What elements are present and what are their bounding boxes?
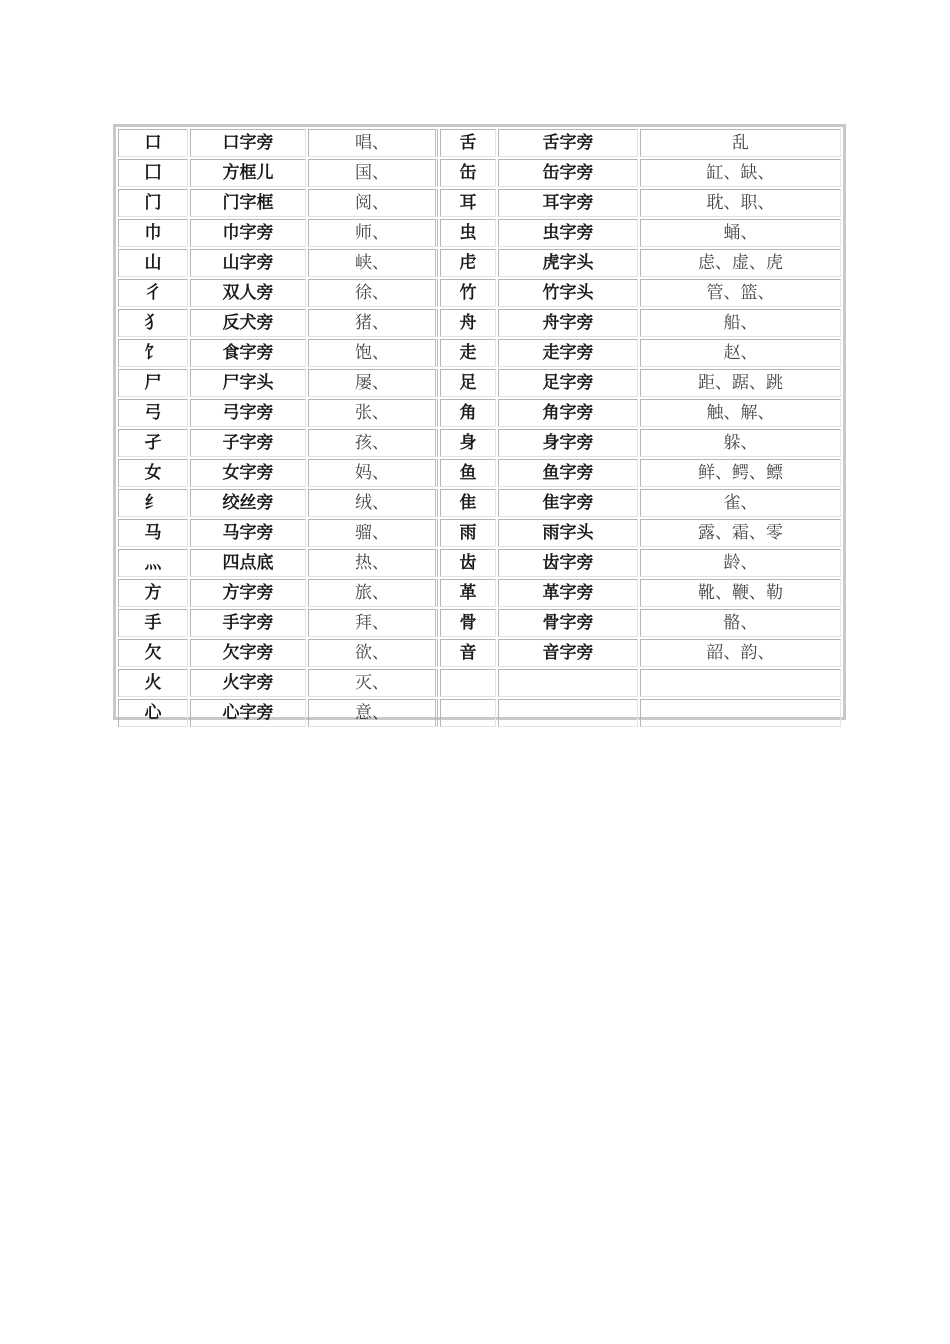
left-name-cell: 欠字旁 xyxy=(190,639,306,667)
right-examples-cell: 触、解、 xyxy=(640,399,841,427)
right-radical-cell: 耳 xyxy=(440,189,496,217)
table-row xyxy=(118,519,841,547)
table-row xyxy=(118,189,841,217)
table-row xyxy=(118,429,841,457)
left-radical-cell: 方 xyxy=(118,579,188,607)
right-name-cell: 足字旁 xyxy=(498,369,638,397)
right-name-cell: 走字旁 xyxy=(498,339,638,367)
radical-table xyxy=(113,124,846,723)
right-radical-cell: 齿 xyxy=(440,549,496,577)
right-examples-cell: 缸、缺、 xyxy=(640,159,841,187)
left-name-cell: 四点底 xyxy=(190,549,306,577)
left-name-cell: 反犬旁 xyxy=(190,309,306,337)
left-name-cell: 门字框 xyxy=(190,189,306,217)
right-name-cell: 革字旁 xyxy=(498,579,638,607)
left-examples-cell: 饱、 xyxy=(308,339,438,367)
radical-table-grid xyxy=(116,127,843,729)
left-examples-cell: 欲、 xyxy=(308,639,438,667)
right-name-cell: 耳字旁 xyxy=(498,189,638,217)
right-examples-cell: 管、篮、 xyxy=(640,279,841,307)
right-name-cell: 隹字旁 xyxy=(498,489,638,517)
left-name-cell: 尸字头 xyxy=(190,369,306,397)
left-name-cell: 弓字旁 xyxy=(190,399,306,427)
left-radical-cell: 尸 xyxy=(118,369,188,397)
right-name-cell: 虫字旁 xyxy=(498,219,638,247)
right-radical-cell: 角 xyxy=(440,399,496,427)
table-row xyxy=(118,549,841,577)
right-examples-cell: 鲜、鳄、鳔 xyxy=(640,459,841,487)
table-row xyxy=(118,219,841,247)
right-examples-cell: 靴、鞭、勒 xyxy=(640,579,841,607)
right-radical-cell xyxy=(440,669,496,697)
right-radical-cell: 走 xyxy=(440,339,496,367)
left-radical-cell: 欠 xyxy=(118,639,188,667)
left-radical-cell: 彳 xyxy=(118,279,188,307)
right-examples-cell: 韶、韵、 xyxy=(640,639,841,667)
table-row xyxy=(118,159,841,187)
left-name-cell: 口字旁 xyxy=(190,129,306,157)
left-examples-cell: 峡、 xyxy=(308,249,438,277)
left-radical-cell: 心 xyxy=(118,699,188,727)
left-examples-cell: 国、 xyxy=(308,159,438,187)
left-radical-cell: 孑 xyxy=(118,429,188,457)
left-name-cell: 方字旁 xyxy=(190,579,306,607)
right-radical-cell: 鱼 xyxy=(440,459,496,487)
right-examples-cell: 虑、虚、虎 xyxy=(640,249,841,277)
left-radical-cell: 纟 xyxy=(118,489,188,517)
right-name-cell: 雨字头 xyxy=(498,519,638,547)
left-examples-cell: 骝、 xyxy=(308,519,438,547)
left-name-cell: 食字旁 xyxy=(190,339,306,367)
left-name-cell: 子字旁 xyxy=(190,429,306,457)
right-radical-cell: 足 xyxy=(440,369,496,397)
right-examples-cell: 船、 xyxy=(640,309,841,337)
right-radical-cell: 骨 xyxy=(440,609,496,637)
table-row xyxy=(118,669,841,697)
table-row xyxy=(118,459,841,487)
left-examples-cell: 热、 xyxy=(308,549,438,577)
left-radical-cell: 女 xyxy=(118,459,188,487)
right-radical-cell: 雨 xyxy=(440,519,496,547)
left-radical-cell: 灬 xyxy=(118,549,188,577)
left-name-cell: 手字旁 xyxy=(190,609,306,637)
table-row xyxy=(118,699,841,727)
right-radical-cell: 舟 xyxy=(440,309,496,337)
right-examples-cell: 骼、 xyxy=(640,609,841,637)
left-radical-cell: 门 xyxy=(118,189,188,217)
table-row xyxy=(118,639,841,667)
table-row xyxy=(118,579,841,607)
right-examples-cell: 耽、职、 xyxy=(640,189,841,217)
right-name-cell: 竹字头 xyxy=(498,279,638,307)
right-name-cell: 音字旁 xyxy=(498,639,638,667)
right-examples-cell: 露、霜、零 xyxy=(640,519,841,547)
right-radical-cell: 虍 xyxy=(440,249,496,277)
right-name-cell: 鱼字旁 xyxy=(498,459,638,487)
table-row xyxy=(118,399,841,427)
right-radical-cell: 隹 xyxy=(440,489,496,517)
left-examples-cell: 旅、 xyxy=(308,579,438,607)
right-radical-cell: 身 xyxy=(440,429,496,457)
right-examples-cell: 距、踞、跳 xyxy=(640,369,841,397)
left-radical-cell: 弓 xyxy=(118,399,188,427)
left-examples-cell: 屡、 xyxy=(308,369,438,397)
right-examples-cell xyxy=(640,699,841,727)
right-radical-cell: 舌 xyxy=(440,129,496,157)
right-name-cell: 齿字旁 xyxy=(498,549,638,577)
left-examples-cell: 妈、 xyxy=(308,459,438,487)
left-examples-cell: 孩、 xyxy=(308,429,438,457)
right-name-cell: 舌字旁 xyxy=(498,129,638,157)
left-examples-cell: 徐、 xyxy=(308,279,438,307)
left-examples-cell: 师、 xyxy=(308,219,438,247)
table-row xyxy=(118,309,841,337)
right-name-cell: 角字旁 xyxy=(498,399,638,427)
left-name-cell: 绞丝旁 xyxy=(190,489,306,517)
right-name-cell xyxy=(498,669,638,697)
right-examples-cell: 赵、 xyxy=(640,339,841,367)
right-examples-cell: 龄、 xyxy=(640,549,841,577)
left-name-cell: 马字旁 xyxy=(190,519,306,547)
left-radical-cell: 口 xyxy=(118,129,188,157)
right-name-cell: 骨字旁 xyxy=(498,609,638,637)
left-radical-cell: 手 xyxy=(118,609,188,637)
left-examples-cell: 唱、 xyxy=(308,129,438,157)
left-radical-cell: 饣 xyxy=(118,339,188,367)
right-examples-cell: 躲、 xyxy=(640,429,841,457)
right-examples-cell: 雀、 xyxy=(640,489,841,517)
right-radical-cell: 竹 xyxy=(440,279,496,307)
right-radical-cell xyxy=(440,699,496,727)
right-examples-cell: 乱 xyxy=(640,129,841,157)
right-name-cell: 缶字旁 xyxy=(498,159,638,187)
left-radical-cell: 巾 xyxy=(118,219,188,247)
table-row xyxy=(118,489,841,517)
right-examples-cell: 蛹、 xyxy=(640,219,841,247)
left-name-cell: 火字旁 xyxy=(190,669,306,697)
table-row xyxy=(118,339,841,367)
left-examples-cell: 阅、 xyxy=(308,189,438,217)
table-row xyxy=(118,279,841,307)
left-name-cell: 女字旁 xyxy=(190,459,306,487)
left-name-cell: 方框儿 xyxy=(190,159,306,187)
right-name-cell: 身字旁 xyxy=(498,429,638,457)
right-name-cell: 虎字头 xyxy=(498,249,638,277)
left-name-cell: 双人旁 xyxy=(190,279,306,307)
right-examples-cell xyxy=(640,669,841,697)
table-row xyxy=(118,369,841,397)
left-radical-cell: 山 xyxy=(118,249,188,277)
left-name-cell: 山字旁 xyxy=(190,249,306,277)
right-name-cell xyxy=(498,699,638,727)
left-name-cell: 巾字旁 xyxy=(190,219,306,247)
right-radical-cell: 革 xyxy=(440,579,496,607)
right-radical-cell: 缶 xyxy=(440,159,496,187)
left-examples-cell: 猪、 xyxy=(308,309,438,337)
left-examples-cell: 张、 xyxy=(308,399,438,427)
right-name-cell: 舟字旁 xyxy=(498,309,638,337)
left-examples-cell: 拜、 xyxy=(308,609,438,637)
left-radical-cell: 囗 xyxy=(118,159,188,187)
right-radical-cell: 虫 xyxy=(440,219,496,247)
left-examples-cell: 绒、 xyxy=(308,489,438,517)
left-examples-cell: 灭、 xyxy=(308,669,438,697)
table-row xyxy=(118,609,841,637)
right-radical-cell: 音 xyxy=(440,639,496,667)
left-radical-cell: 火 xyxy=(118,669,188,697)
table-row xyxy=(118,129,841,157)
left-radical-cell: 马 xyxy=(118,519,188,547)
left-examples-cell: 意、 xyxy=(308,699,438,727)
left-name-cell: 心字旁 xyxy=(190,699,306,727)
left-radical-cell: 犭 xyxy=(118,309,188,337)
table-body xyxy=(118,129,841,727)
table-row xyxy=(118,249,841,277)
